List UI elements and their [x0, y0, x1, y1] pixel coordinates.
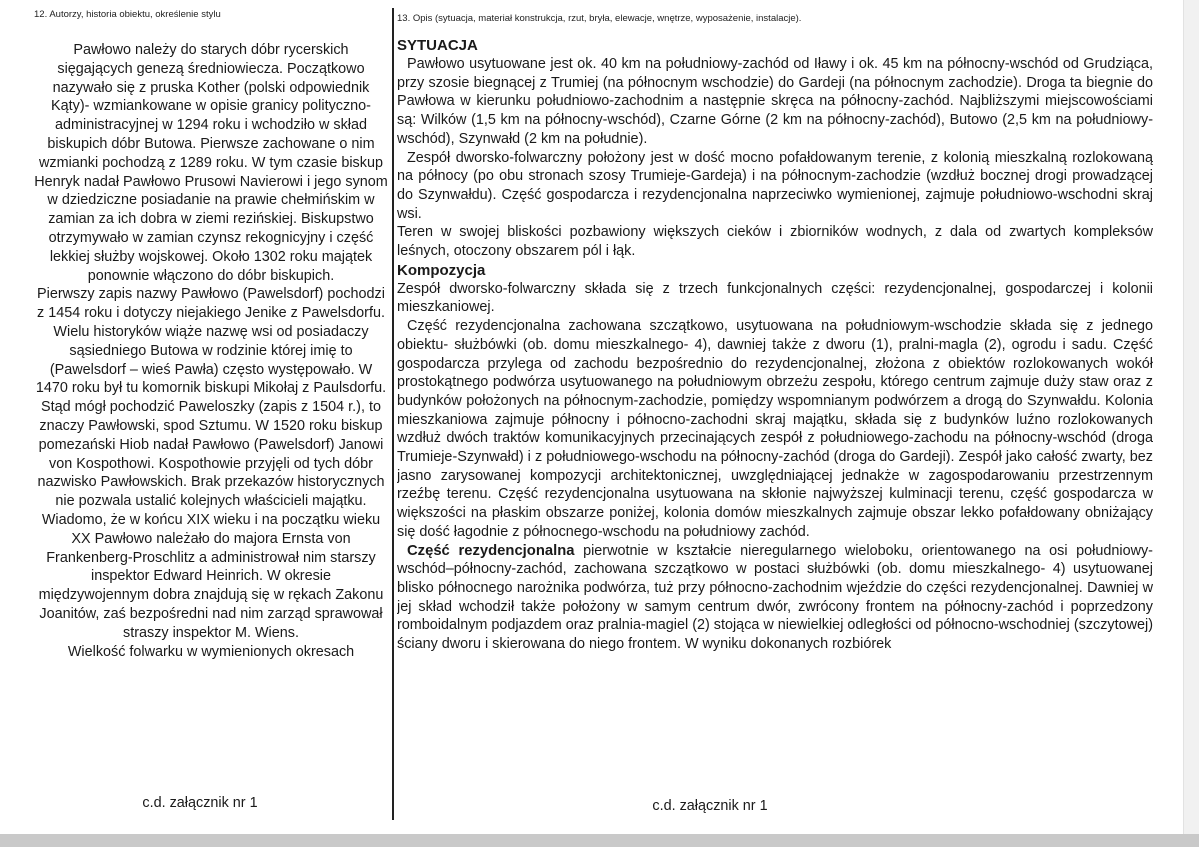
column-divider	[392, 8, 394, 820]
sytuacja-paragraph-2: Zespół dworsko-folwarczny położony jest w dość mocno pofałdowanym terenie, z kolonią mieszkalną rozlokowaną na północy (po obu stronach szosy Trumieje-Gardeja) i na północnym-zachodzie (wzdłuż bocznej drogi prowadzącej do Szynwałdu). Część gospodarcza i rezydencjonalna naprzeciwko wymienionej, zajmuje południowo-wschodni skraj wsi.	[397, 149, 1153, 222]
sytuacja-paragraph-1: Pawłowo usytuowane jest ok. 40 km na południowy-zachód od Iławy i ok. 45 km na północny-wschód od Grudziąca, przy szosie biegnącej z Trumiej (na północnym wschodzie) do Gardeji (na północnym zachodzie). Droga ta biegnie do Pawłowa w kierunku południowo-zachodnim a następnie skręca na północny-zachód. Najbliższymi miejscowościami są: Wilków (1,5 km na północny-wschód), Czarne Górne (2 km na północny-zachód), Butowo (2,5 km na południowy-wschód), Szynwałd (2 km na południe).	[397, 56, 1153, 147]
description-text	[397, 36, 1153, 654]
scan-right-edge	[1183, 0, 1199, 834]
history-paragraph-2: Pierwszy zapis nazwy Pawłowo (Pawelsdorf) pochodzi z 1454 roku i dotyczy niejakiego Jenike z Pawelsdorfu. Wielu historyków wiąże nazwę wsi od posiadaczy sąsiedniego Butowa w rodzinie której imię to (Pawelsdorf – wieś Pawła) często występowało. W 1470 roku był tu komornik biskupi Mikołaj z Paulsdorfu. Stąd mógł pochodzić Paweloszky (zapis z 1504 r.), to znaczy Pawłowski, spod Sztumu. W 1520 roku biskup pomezański Hiob nadał Pawłowo (Pawelsdorf) Janowi von Kospothowi. Kospothowie przyjęli od tych dóbr nazwisko Pawłowskich. Brak przekazów historycznych nie pozwala ustalić kolejnych właścicieli majątku. Wiadomo, że w końcu XIX wieku i na początku wieku XX Pawłowo należało do majora Ernsta von Frankenberg-Proschlitz a administrował nim starszy inspektor Edward Heinrich. W okresie międzywojennym dobra znajdują się w rękach Zakonu Joanitów, zaś bezpośredni nad nim zarząd sprawował straszy inspektor M. Wiens.	[35, 286, 387, 641]
history-header: 12. Autorzy, historia obiektu, określenie stylu	[34, 9, 221, 20]
history-paragraph-3: Wielkość folwarku w wymienionych okresach	[67, 643, 355, 660]
section-title-kompozycja: Kompozycja	[397, 261, 486, 279]
history-paragraph-1: Pawłowo należy do starych dóbr rycerskich sięgających genezą średniowiecza. Początkowo nazywało się z pruska Kother (polski odpowiednik Kąty)- wzmiankowane w opisie granicy polityczno-administracyjnej w 1294 roku i wchodziło w skład biskupich dóbr Butowa. Pierwsze zachowane o nim wzmianki pochodzą z 1289 roku. W tym czasie biskup Henryk nadał Pawłowo Prusowi Navierowi i jego synom w dziedziczne posiadanie na prawie chełmińskim w zamian za ich dobra w ziemi rezińskiej. Biskupstwo otrzymywało w zamian czynsz rekognicyjny i część lekkiej służby wojskowej. Około 1302 roku majątek ponownie włączono do dóbr biskupich.	[34, 42, 388, 284]
history-continuation-note: c.d. załącznik nr 1	[142, 795, 258, 811]
kompozycja-paragraph-2: Część rezydencjonalna zachowana szczątkowo, usytuowana na południowym-wschodzie składa się z jednego obiektu- służbówki (ob. domu mieszkalnego- 4), dawniej także z dworu (1), pralni-magla (2), ogrodu i sadu. Część gospodarcza przylega od zachodu bezpośrednio do rezydencjonalnej, złożona z obiektów rozlokowanych wokół prostokątnego podwórza usytuowanego na południowym obrzeżu zespołu, którego centrum zajmuje duży staw oraz z budynków położonych na północnym-zachodzie, pomiędzy wspomnianym podwórzem a drogą do Szynwałdu. Kolonia mieszkaniowa zajmuje północny i północno-zachodni skraj majątku, składa się z budynków luźno rozlokowanych wzdłuż dwóch traktów komunikacyjnych przecinających zespół z południowego-zachodu na północny-wschód (droga Trumieje-Szynwałd) i z południowego-wschodu na północny-zachód (droga do Gardeji). Zespół jako całość zwarty, bez jasno zarysowanej kompozycji architektonicznej, uwzględniającej jednakże w zagospodarowaniu przestrzennym rzeźbę terenu. Część rezydencjonalna usytuowana na skłonie najwyższej kulminacji terenu, część gospodarcza w większości na płaskim obszarze poniżej, kolonia domów mieszkalnych zajmuje obszar lekko pofałdowany obniżający się dość łagodnie z północnego-wschodu na południowy zachód.	[397, 318, 1153, 540]
history-column	[34, 8, 388, 834]
rezydencjonalna-text: pierwotnie w kształcie nieregularnego wieloboku, orientowanego na osi południowy-wschód–północny-zachód, zachowana szczątkowo w postaci służbówki (ob. domu mieszkalnego- 4) usytuowanej blisko północnego narożnika podwórza, tuż przy północno-zachodnim wjeździe do części rezydencjonalnej. Dawniej w jej skład wchodził także położony w samym centrum dwór, zwrócony frontem na północny-zachód i poprzedzony romboidalnym podjazdem oraz pralnia-magiel (2) stojąca w niewielkiej odległości od północno-wschodniej (szczytowej) ściany dworu i skierowana do niego frontem. W wyniku dokonanych rozbiórek	[397, 542, 1153, 653]
kompozycja-paragraph-1: Zespół dworsko-folwarczny składa się z trzech funkcjonalnych części: rezydencjonalnej, gospodarczej i kolonii mieszkaniowej.	[397, 280, 1153, 316]
description-header: 13. Opis (sytuacja, materiał konstrukcja, rzut, bryła, elewacje, wnętrze, wyposażenie, instalacje).	[397, 13, 802, 24]
rezydencjonalna-paragraph	[397, 542, 1153, 654]
section-title-sytuacja: SYTUACJA	[397, 37, 478, 54]
history-text	[34, 41, 388, 661]
sytuacja-paragraph-3: Teren w swojej bliskości pozbawiony większych cieków i zbiorników wodnych, z dala od zwartych kompleksów leśnych, otoczony obszarem pól i łąk.	[397, 224, 1153, 260]
description-column	[397, 12, 1153, 834]
rezydencjonalna-lead: Część rezydencjonalna	[407, 542, 575, 559]
description-continuation-note: c.d. załącznik nr 1	[652, 798, 768, 814]
scan-bottom-edge	[0, 834, 1199, 847]
